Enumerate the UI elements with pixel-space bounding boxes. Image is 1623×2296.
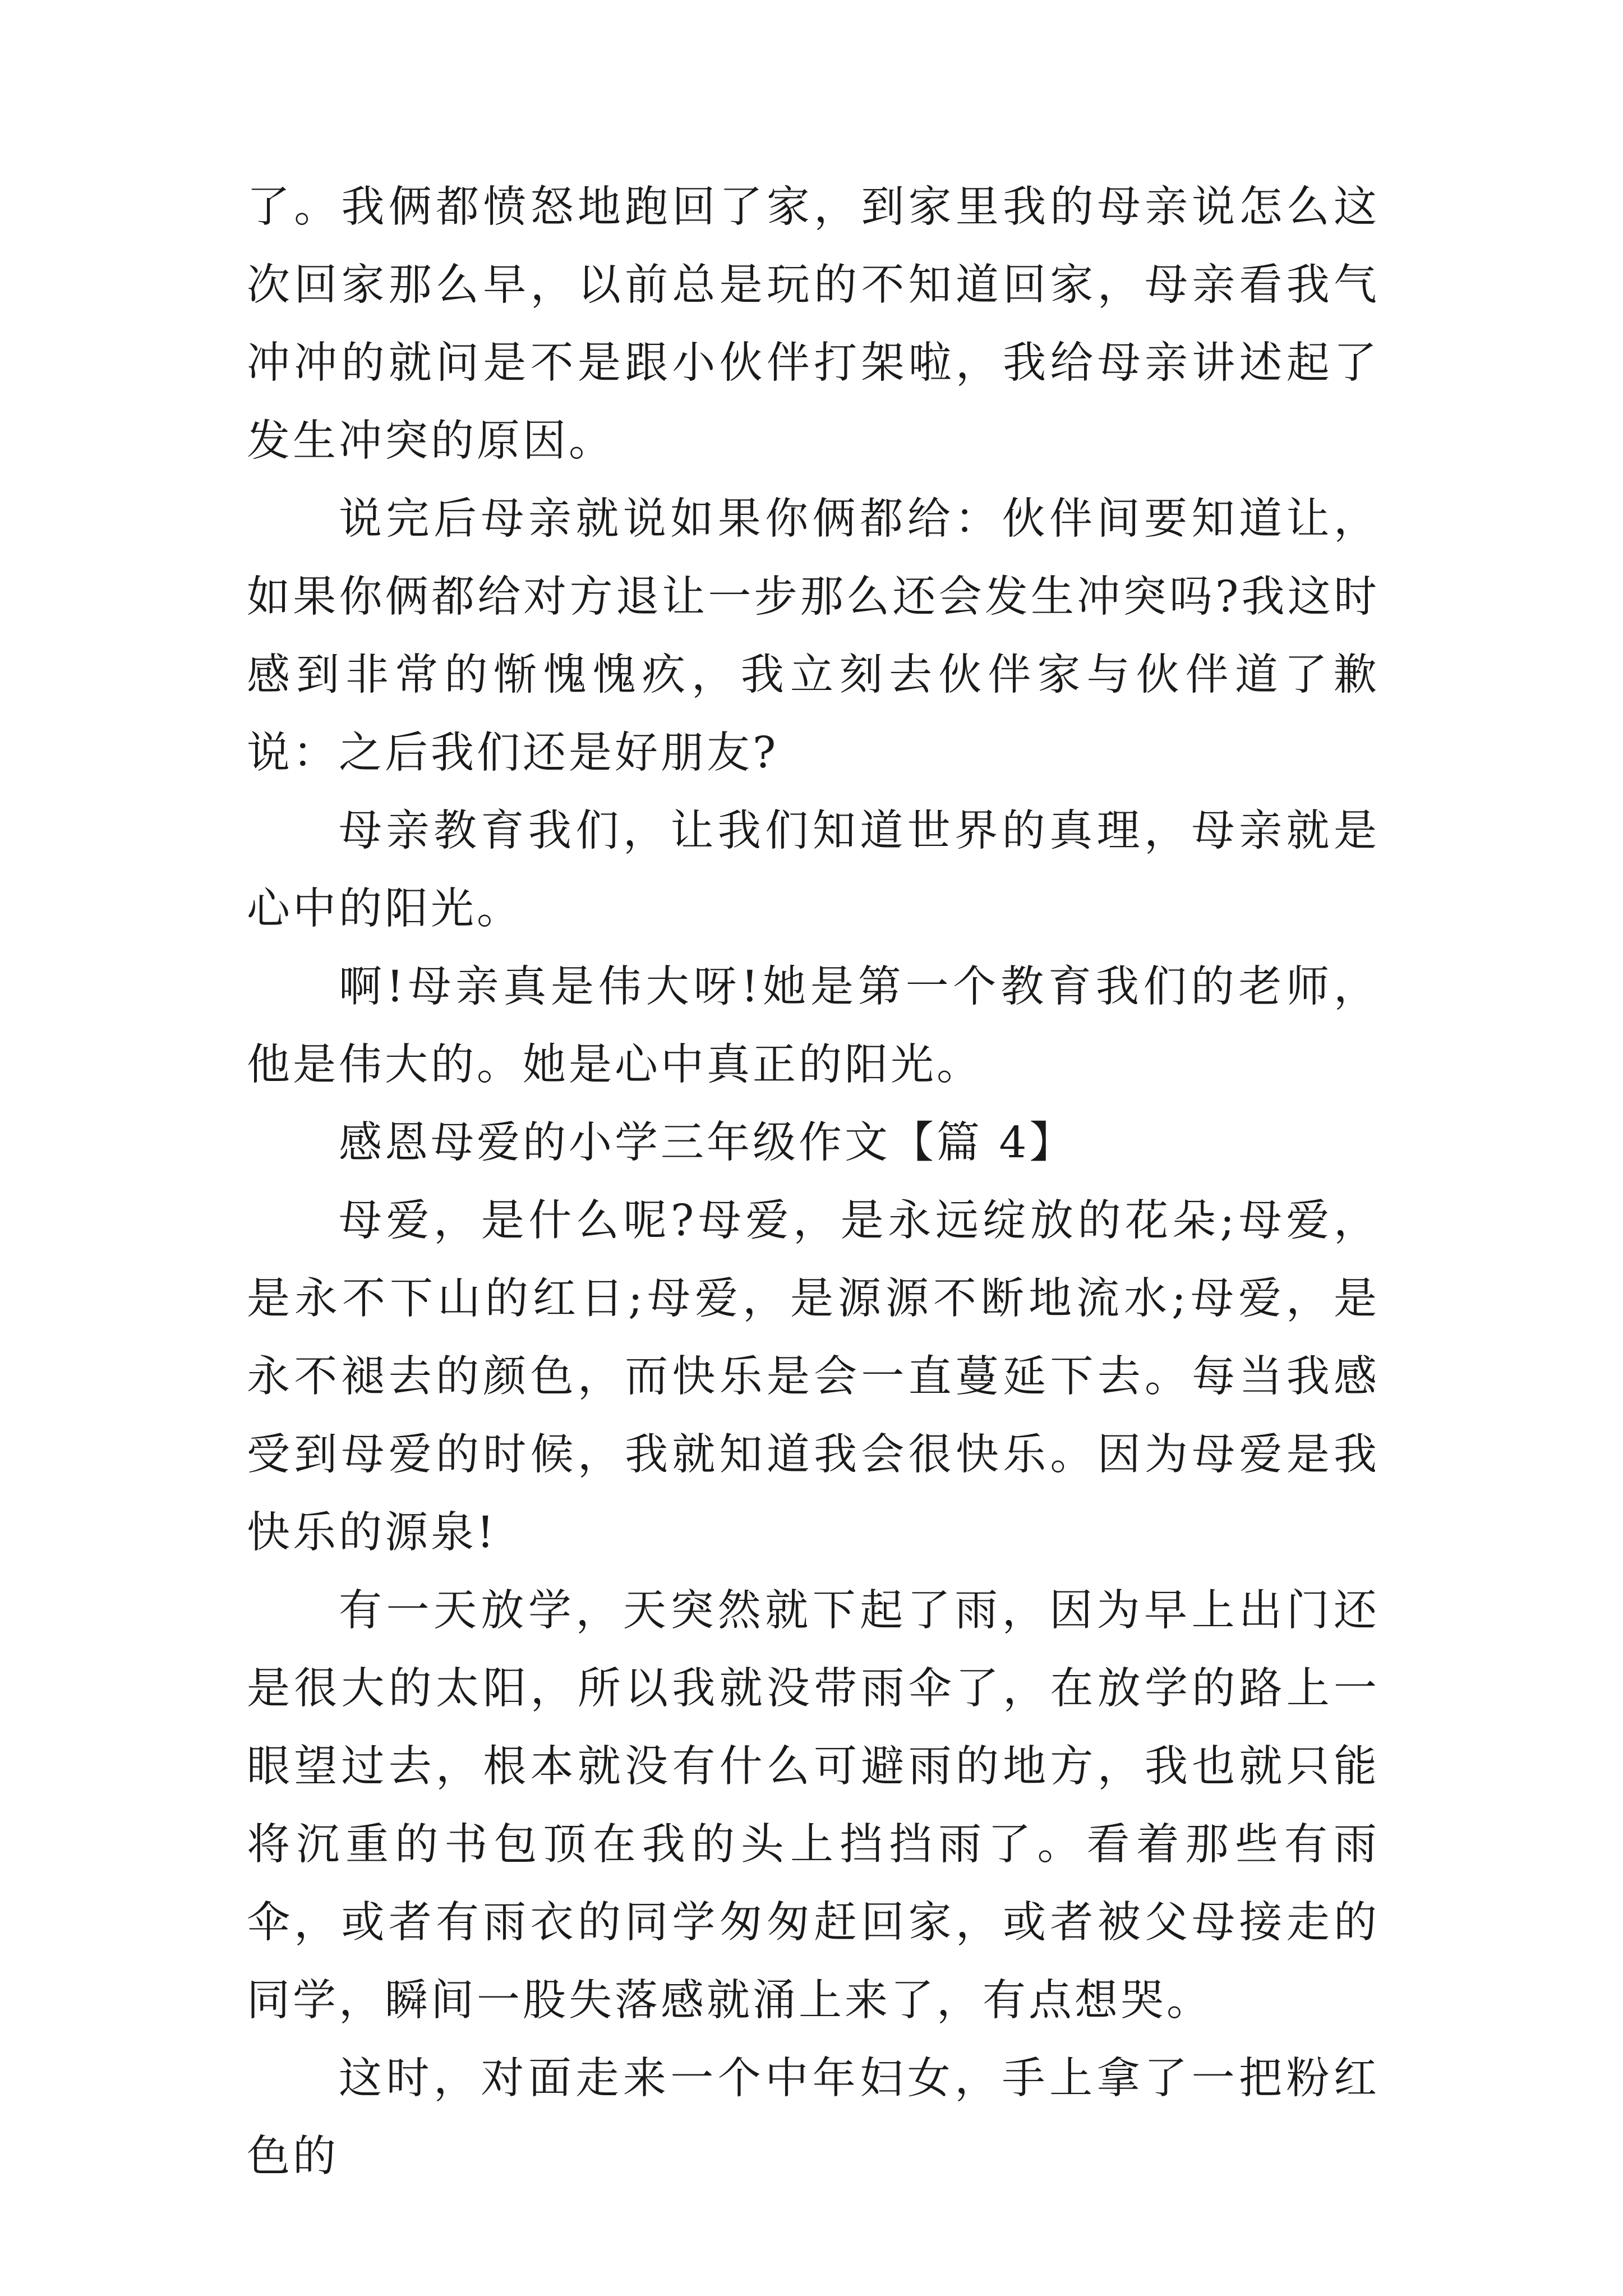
body-text [247, 168, 1380, 2196]
paragraph-3: 母亲教育我们，让我们知道世界的真理，母亲就是心中的阳光。 [247, 806, 1380, 934]
paragraph-2: 说完后母亲就说如果你俩都给：伙伴间要知道让，如果你俩都给对方退让一步那么还会发生冲突吗?我这时感到非常的惭愧愧疚，我立刻去伙伴家与伙伴道了歉说：之后我们还是好朋友? [247, 494, 1380, 778]
paragraph-5: 母爱，是什么呢?母爱，是永远绽放的花朵;母爱，是永不下山的红日;母爱，是源源不断地流水;母爱，是永不褪去的颜色，而快乐是会一直蔓延下去。每当我感受到母爱的时候，我就知道我会很快乐。因为母爱是我快乐的源泉! [247, 1196, 1380, 1558]
paragraph-7: 这时，对面走来一个中年妇女，手上拿了一把粉红色的 [247, 2054, 1380, 2182]
paragraph-6: 有一天放学，天突然就下起了雨，因为早上出门还是很大的太阳，所以我就没带雨伞了，在放学的路上一眼望过去，根本就没有什么可避雨的地方，我也就只能将沉重的书包顶在我的头上挡挡雨了。看着那些有雨伞，或者有雨衣的同学匆匆赶回家，或者被父母接走的同学，瞬间一股失落感就涌上来了，有点想哭。 [247, 1586, 1380, 2026]
paragraph-4: 啊!母亲真是伟大呀!她是第一个教育我们的老师，他是伟大的。她是心中真正的阳光。 [247, 962, 1380, 1090]
paragraph-1: 了。我俩都愤怒地跑回了家，到家里我的母亲说怎么这次回家那么早，以前总是玩的不知道回家，母亲看我气冲冲的就问是不是跟小伙伴打架啦，我给母亲讲述起了发生冲突的原因。 [247, 182, 1380, 466]
section-heading: 感恩母爱的小学三年级作文【篇 4】 [339, 1118, 1076, 1168]
